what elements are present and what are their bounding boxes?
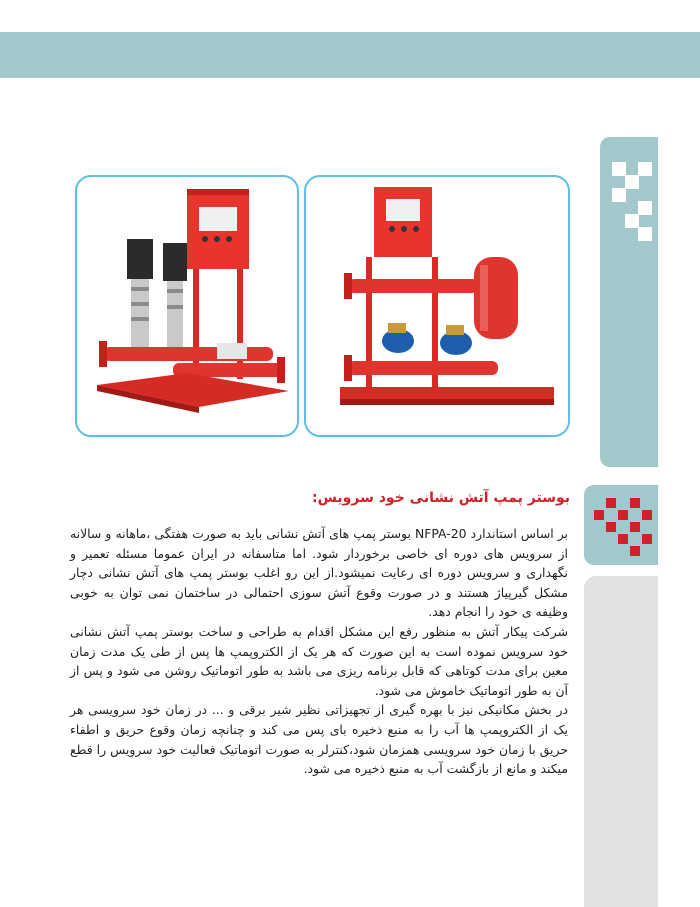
- side-panel-bottom: [584, 576, 658, 907]
- vertical-pump-booster-photo: [75, 175, 299, 437]
- body-text: [70, 524, 568, 779]
- top-band: [0, 32, 700, 78]
- paragraph: شرکت پیکار آتش به منظور رفع این مشکل اقدام به طراحی و ساخت بوستر پمپ آتش نشانی خود سرویس نموده است به این صورت که هر یک از الکتروپمپ ها پس از طی یک مدت زمان معین برای مدت کوتاهی که قابل برنامه ریزی می باشد به طور اتوماتیک روشن می شود و پس از آن به طور اتوماتیک خاموش می شود.: [70, 623, 568, 698]
- section-heading: بوستر پمپ آتش نشانی خود سرویس:: [312, 490, 570, 506]
- paragraph: بر اساس استاندارد NFPA-20 بوستر پمپ های آتش نشانی باید به صورت هفتگی ،ماهانه و سالانه از سرویس های دوره ای خاصی برخوردار شود. اما متاسفانه در ایران عموما مسئله تعمیر و نگهداری و سرویس دوره ای رعایت نمیشود.از این رو اغلب بوستر پمپ های آتش نشانی دچار مشکل گیرپیاژ هستند و در صورت وقوع آتش سوزی احتمالی در ساختمان نمی توان به خوبی وظیفه ی خود را انجام دهد.: [70, 526, 569, 620]
- paragraph: در بخش مکانیکی نیز با بهره گیری از تجهیزاتی نظیر شیر برقی و ... در زمان خود سرویسی هر یک از الکتروپمپ ها آب را به منبع ذخیره بای پس می کند و چنانچه زمان وقوع حریق و اطفاء حریق با زمان خود سرویسی همزمان شود،کنترلر به صورت اتوماتیک فعالیت خود سرویس را قطع میکند و مانع از بازگشت آب به منبع ذخیره می شود.: [70, 702, 568, 777]
- booster-with-tank-photo: [304, 175, 570, 437]
- side-band-middle: [584, 485, 658, 565]
